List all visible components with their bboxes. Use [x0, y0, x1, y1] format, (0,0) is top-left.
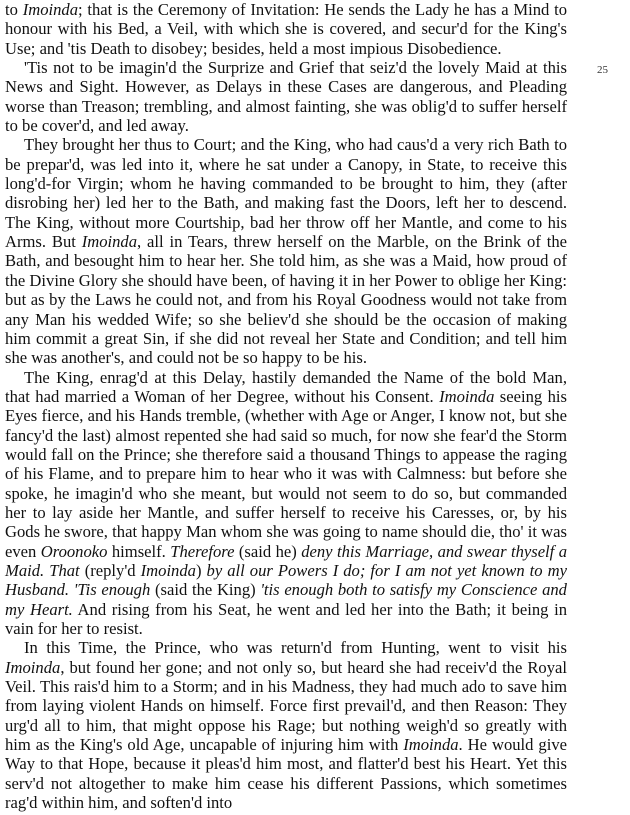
text-run-italic: 'tis enough both to satisfy my Conscience and my Heart.: [5, 580, 567, 619]
text-run: They brought her thus to Court; and the King, who had caus'd a very rich Bath to be prepar'd, was led into it, where he sat under a Canopy, in State, to receive this long'd-for Virgin; whom he having commanded to be brought to him, they (after disrobing her) led her to the Bath, and making fast the Doors, left her to descend. The King, without more Courtship, bad her throw off her Mantle, and come to his Arms. But: [5, 135, 567, 252]
text-run-italic: Imoinda: [22, 0, 78, 19]
text-run-italic: Oroonoko: [40, 541, 108, 561]
text-run: , but found her gone; and not only so, but heard she had receiv'd the Royal Veil. This rais'd him to a Storm; and in his Madness, they had much ado to save him from laying violent Hands on himself. Force first prevail'd, and then Reason: They urg'd all to him, that might oppose his Rage; but nothing weigh'd so greatly with him as the King's old Age, uncapable of injuring him with: [5, 657, 567, 755]
text-run: (said the King): [150, 580, 261, 600]
text-run-italic: Imoinda: [140, 560, 196, 580]
text-run-italic: Imoinda: [5, 657, 61, 677]
text-run: , all in Tears, threw herself on the Marble, on the Brink of the Bath, and besought him to hear her. She told him, as she was a Maid, how proud of the Divine Glory she should have been, of having it in her Power to oblige her King: but as by the Laws he could not, and from his Royal Goodness would not take from any Man his wedded Wife; so she believ'd she should be the occasion of making him commit a great Sin, if she did not reveal her State and Condition; and tell him she was another's, and could not be so happy to be his.: [5, 232, 567, 368]
text-run: to: [5, 0, 23, 19]
text-run: himself.: [107, 541, 171, 561]
text-run: ): [195, 560, 207, 580]
text-run: (said he): [234, 541, 302, 561]
text-run-italic: deny this Marriage, and swear thyself a Maid. That: [5, 541, 568, 580]
text-run: seeing his Eyes fierce, and his Hands tremble, (whether with Age or Anger, I know not, but she fancy'd the last) almost repented she had said so much, for now she fear'd the Storm would fall on the Prince; she therefore said a thousand Things to appease the raging of his Flame, and to prepare him to hear who it was with Calmness: but before she spoke, he imagin'd who she meant, but would not seem to do so, but commanded her to lay aside her Mantle, and suffer herself to receive his Caresses, or, by his Gods he swore, that happy Man whom she was going to name should die, tho' it was even: [5, 386, 567, 561]
text-run: ; that is the Ceremony of Invitation: He sends the Lady he has a Mind to honour with his Bed, a Veil, with which she is covered, and secur'd for the King's Use; and 'tis Death to disobey; besides, held a most impious Disobedience.: [5, 0, 567, 58]
text-run: And rising from his Seat, he went and led her into the Bath; it being in vain for her to resist.: [5, 599, 568, 638]
page-number: 25: [597, 64, 608, 76]
paragraph-5: [5, 638, 567, 812]
text-run: 'Tis not to be imagin'd the Surprize and Grief that seiz'd the lovely Maid at this News and Sight. However, as Delays in these Cases are dangerous, and Pleading worse than Treason; trembling, and almost fainting, she was oblig'd to suffer herself to be cover'd, and led away.: [5, 58, 567, 136]
text-run: (reply'd: [79, 560, 141, 580]
text-run-italic: Imoinda: [403, 735, 459, 755]
text-run-italic: by all our Powers I do; for I am not yet known to my Husband. 'Tis enough: [5, 560, 567, 600]
text-run-italic: Imoinda: [81, 232, 138, 252]
book-page-text: [5, 0, 567, 812]
text-run: . He would give Way to that Hope, because it pleas'd him most, and flatter'd best his Heart. Yet this serv'd not altogether to make him cease his different Passions, which sometimes rag'd within him, and soften'd into: [5, 735, 568, 813]
text-run-italic: Therefore: [170, 541, 235, 561]
paragraph-4: [5, 368, 567, 639]
text-run-italic: Imoinda: [439, 386, 495, 406]
text-run: The King, enrag'd at this Delay, hastily demanded the Name of the bold Man, that had married a Woman of her Degree, without his Consent.: [5, 367, 567, 406]
paragraph-2: [5, 58, 567, 135]
paragraph-1: [5, 0, 567, 58]
paragraph-3: [5, 135, 567, 367]
text-run: In this Time, the Prince, who was return'd from Hunting, went to visit his: [24, 638, 567, 658]
